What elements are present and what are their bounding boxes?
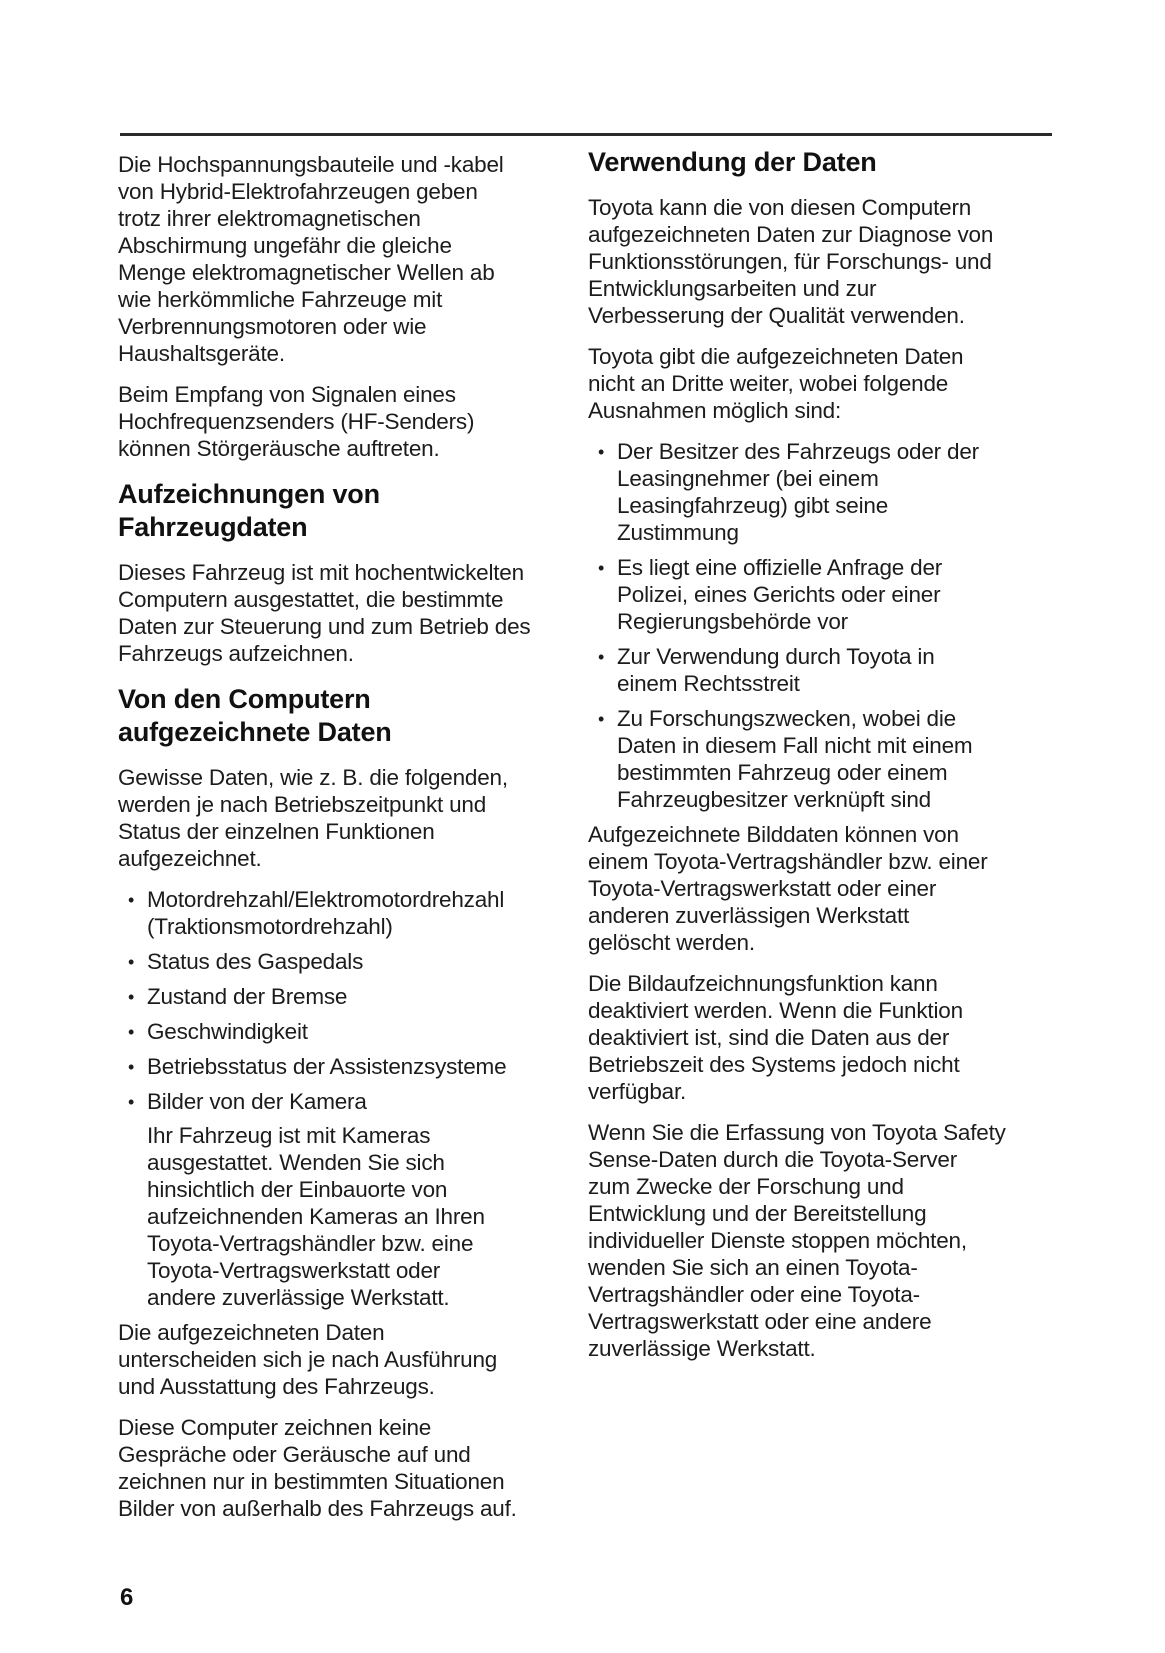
bullet-icon: • xyxy=(128,890,135,910)
paragraph-safety-sense-optout: Wenn Sie die Erfassung von Toyota Safety Sense-Daten durch die Toyota-Server zum Zwecke der Forschung und Entwicklung und der Bereitstellung individueller Dienste stoppen möchten, wenden Sie sich an einen Toyota- Vertragshändler oder eine Toyota- Vertragswerkstatt oder eine andere zuverlässige Werkstatt. xyxy=(588,1120,1006,1361)
list-item-label: Motordrehzahl/Elektromotordrehzahl (Traktionsmotordrehzahl) xyxy=(147,887,505,939)
list-item-label: Der Besitzer des Fahrzeugs oder der Leasingnehmer (bei einem Leasingfahrzeug) gibt seine Zustimmung xyxy=(617,439,979,545)
paragraph-certain-data: Gewisse Daten, wie z. B. die folgenden, werden je nach Betriebszeitpunkt und Status der einzelnen Funktionen aufgezeichnet. xyxy=(118,765,508,871)
right-column xyxy=(588,146,1050,1376)
list-item-label: Zustand der Bremse xyxy=(147,984,348,1009)
list-item-label: Zur Verwendung durch Toyota in einem Rechtsstreit xyxy=(617,644,935,696)
recorded-data-list xyxy=(118,886,580,1311)
bullet-icon: • xyxy=(128,952,135,972)
paragraph-image-data-deletion: Aufgezeichnete Bilddaten können von einem Toyota-Vertragshändler bzw. einer Toyota-Vertragswerkstatt oder einer anderen zuverlässigen Werkstatt gelöscht werden. xyxy=(588,822,988,955)
bullet-icon: • xyxy=(128,1022,135,1042)
camera-note: Ihr Fahrzeug ist mit Kameras ausgestattet. Wenden Sie sich hinsichtlich der Einbauorte von aufzeichnenden Kameras an Ihren Toyota-Vertragshändler bzw. eine Toyota-Vertragswerkstatt oder andere zuverlässige Werkstatt. xyxy=(147,1123,485,1310)
bullet-icon: • xyxy=(128,1092,135,1112)
bullet-icon: • xyxy=(128,987,135,1007)
paragraph-toyota-data-use: Toyota kann die von diesen Computern aufgezeichneten Daten zur Diagnose von Funktionsstörungen, für Forschungs- und Entwicklungsarbeiten und zur Verbesserung der Qualität verwenden. xyxy=(588,195,994,328)
list-item xyxy=(588,643,1050,697)
list-item xyxy=(118,1053,580,1080)
paragraph-recording-deactivation: Die Bildaufzeichnungsfunktion kann deaktiviert werden. Wenn die Funktion deaktiviert ist, sind die Daten aus der Betriebszeit des Systems jedoch nicht verfügbar. xyxy=(588,971,963,1104)
section-heading-vehicle-data-records: Aufzeichnungen von Fahrzeugdaten xyxy=(118,479,380,542)
bullet-icon: • xyxy=(598,709,605,729)
header-rule xyxy=(120,133,1052,136)
list-item xyxy=(118,886,580,940)
list-item xyxy=(118,1088,580,1311)
bullet-icon: • xyxy=(598,558,605,578)
page-number: 6 xyxy=(120,1584,134,1611)
paragraph-no-audio-recording: Diese Computer zeichnen keine Gespräche oder Geräusche auf und zeichnen nur in bestimmten Situationen Bilder von außerhalb des Fahrzeugs auf. xyxy=(118,1415,517,1521)
exceptions-list xyxy=(588,438,1050,813)
left-column xyxy=(118,151,580,1536)
list-item-label: Betriebsstatus der Assistenzsysteme xyxy=(147,1054,507,1079)
list-item xyxy=(118,948,580,975)
paragraph-advanced-computers: Dieses Fahrzeug ist mit hochentwickelten Computern ausgestattet, die bestimmte Daten zur Steuerung und zum Betrieb des Fahrzeugs aufzeichnen. xyxy=(118,560,531,666)
list-item-label: Zu Forschungszwecken, wobei die Daten in diesem Fall nicht mit einem bestimmten Fahrzeug oder einem Fahrzeugbesitzer verknüpft sind xyxy=(617,706,973,812)
paragraph-no-third-parties: Toyota gibt die aufgezeichneten Daten nicht an Dritte weiter, wobei folgende Ausnahmen möglich sind: xyxy=(588,344,964,423)
list-item xyxy=(118,983,580,1010)
list-item xyxy=(588,554,1050,635)
section-heading-use-of-data: Verwendung der Daten xyxy=(588,147,877,177)
list-item-label: Bilder von der Kamera xyxy=(147,1089,367,1114)
list-item xyxy=(118,1018,580,1045)
bullet-icon: • xyxy=(128,1057,135,1077)
paragraph-data-differs: Die aufgezeichneten Daten unterscheiden sich je nach Ausführung und Ausstattung des Fahrzeugs. xyxy=(118,1320,498,1399)
section-heading-data-recorded-by-computers: Von den Computern aufgezeichnete Daten xyxy=(118,684,392,747)
list-item xyxy=(588,438,1050,546)
list-item-label: Geschwindigkeit xyxy=(147,1019,308,1044)
bullet-icon: • xyxy=(598,442,605,462)
paragraph-hf-signals: Beim Empfang von Signalen eines Hochfrequenzsenders (HF-Senders) können Störgeräusche auftreten. xyxy=(118,382,475,461)
list-item-label: Es liegt eine offizielle Anfrage der Polizei, eines Gerichts oder einer Regierungsbehörde vor xyxy=(617,555,943,634)
bullet-icon: • xyxy=(598,647,605,667)
list-item-label: Status des Gaspedals xyxy=(147,949,364,974)
list-item xyxy=(588,705,1050,813)
paragraph-high-voltage: Die Hochspannungsbauteile und -kabel von Hybrid-Elektrofahrzeugen geben trotz ihrer elektromagnetischen Abschirmung ungefähr die gleiche Menge elektromagnetischer Wellen ab wie herkömmliche Fahrzeuge mit Verbrennungsmotoren oder wie Haushaltsgeräte. xyxy=(118,152,504,366)
